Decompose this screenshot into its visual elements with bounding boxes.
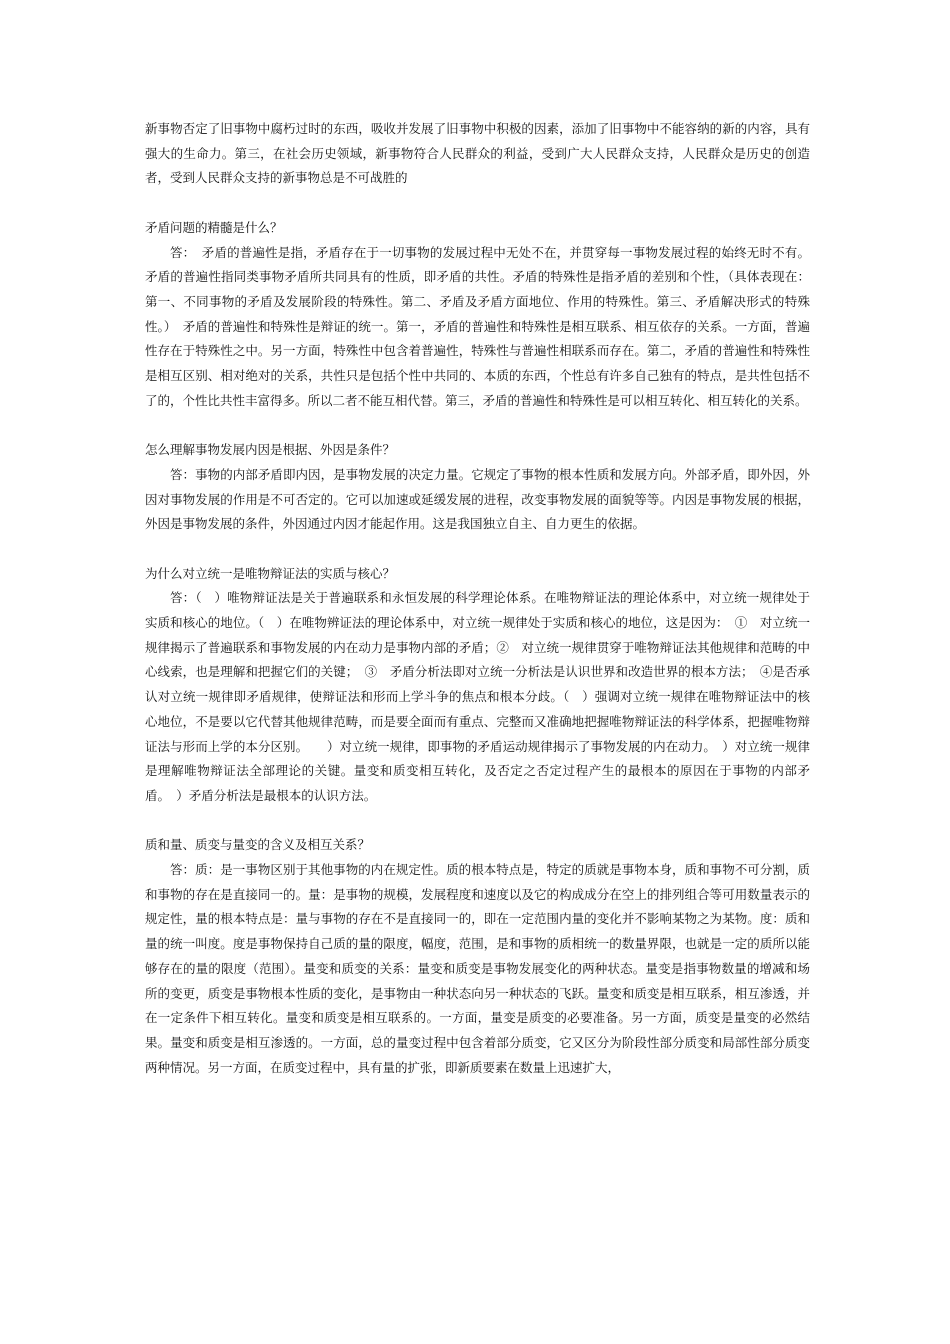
question-heading: 质和量、质变与量变的含义及相互关系？ xyxy=(145,837,371,853)
answer-paragraph: 答：事物的内部矛盾即内因，是事物发展的决定力量。它规定了事物的根本性质和发展方向。外部矛盾，即外因，外因对事物发展的作用是不可否定的。它可以加速或延缓发展的进程，改变事物发展的面貌等等。内因是事物发展的根据，外因是事物发展的条件，外因通过内因才能起作用。这是我国独立自主、自力更生的依据。 xyxy=(145,466,810,532)
question-heading: 矛盾问题的精髓是什么？ xyxy=(145,219,283,235)
qa-section-internal-external-causes xyxy=(145,438,810,537)
question-heading: 怎么理解事物发展内因是根据、外因是条件？ xyxy=(145,442,396,458)
answer-paragraph: 答：（ ）唯物辩证法是关于普遍联系和永恒发展的科学理论体系。在唯物辩证法的理论体系中，对立统一规律处于实质和核心的地位。（ ）在唯物辨证法的理论体系中，对立统一规律处于实质和核心的地位，这是因为： ① 对立统一规律揭示了普遍联系和事物发展的内在动力是事物内部的矛盾；② 对立统一规律贯穿于唯物辩证法其他规律和范畴的中心线索，也是理解和把握它们的关键； ③ 矛盾分析法即对立统一分析法是认识世界和改造世界的根本方法； ④是否承认对立统一规律即矛盾规律，使辩证法和形而上学斗争的焦点和根本分歧。（ ）强调对立统一规律在唯物辩证法中的核心地位，不是要以它代替其他规律范畴，而是要全面而有重点、完整而又准确地把握唯物辩证法的科学体系，把握唯物辩证法与形而上学的本分区别。 ）对立统一规律，即事物的矛盾运动规律揭示了事物发展的内在动力。 ）对立统一规律是理解唯物辩证法全部理论的关键。量变和质变相互转化，及否定之否定过程产生的最根本的原因在于事物的内部矛盾。 ）矛盾分析法是最根本的认识方法。 xyxy=(145,590,810,803)
qa-section-quality-quantity xyxy=(145,833,810,1080)
answer-paragraph: 答： 矛盾的普遍性是指，矛盾存在于一切事物的发展过程中无处不在，并贯穿每一事物发展过程的始终无时不有。矛盾的普遍性指同类事物矛盾所共同具有的性质，即矛盾的共性。矛盾的特殊性是指矛盾的差别和个性，（具体表现在：第一、不同事物的矛盾及发展阶段的特殊性。第二、矛盾及矛盾方面地位、作用的特殊性。第三、矛盾解决形式的特殊性。） 矛盾的普遍性和特殊性是辩证的统一。第一，矛盾的普遍性和特殊性是相互联系、相互依存的关系。一方面，普遍性存在于特殊性之中。另一方面，特殊性中包含着普遍性，特殊性与普遍性相联系而存在。第二，矛盾的普遍性和特殊性是相互区别、相对绝对的关系，共性只是包括个性中共同的、本质的东西，个性总有许多自己独有的特点，是共性包括不了的，个性比共性丰富得多。所以二者不能互相代替。第三，矛盾的普遍性和特殊性是可以相互转化、相互转化的关系。 xyxy=(145,244,810,408)
question-heading: 为什么对立统一是唯物辩证法的实质与核心？ xyxy=(145,565,396,581)
intro-paragraph: 新事物否定了旧事物中腐朽过时的东西，吸收并发展了旧事物中积极的因素，添加了旧事物中不能容纳的新的内容，具有强大的生命力。第三，在社会历史领域，新事物符合人民群众的利益，受到广大人民群众支持，人民群众是历史的创造者，受到人民群众支持的新事物总是不可战胜的 xyxy=(145,121,810,186)
qa-section-unity-of-opposites xyxy=(145,562,810,809)
document-page xyxy=(145,117,810,1105)
answer-paragraph: 答：质：是一事物区别于其他事物的内在规定性。质的根本特点是，特定的质就是事物本身，质和事物不可分割，质和事物的存在是直接同一的。量：是事物的规模，发展程度和速度以及它的构成成分在空上的排列组合等可用数量表示的规定性，量的根本特点是：量与事物的存在不是直接同一的，即在一定范围内量的变化并不影响某物之为某物。度：质和量的统一叫度。度是事物保持自己质的量的限度，幅度，范围，是和事物的质相统一的数量界限，也就是一定的质所以能够存在的量的限度（范围）。量变和质变的关系：量变和质变是事物发展变化的两种状态。量变是指事物数量的增减和场所的变更，质变是事物根本性质的变化，是事物由一种状态向另一种状态的飞跃。量变和质变是相互联系，相互渗透，并在一定条件下相互转化。量变和质变是相互联系的。一方面，量变是质变的必要准备。另一方面，质变是量变的必然结果。量变和质变是相互渗透的。一方面，总的量变过程中包含着部分质变，它又区分为阶段性部分质变和局部性部分质变两种情况。另一方面，在质变过程中，具有量的扩张，即新质要素在数量上迅速扩大， xyxy=(145,862,810,1075)
qa-section-contradiction xyxy=(145,216,810,414)
